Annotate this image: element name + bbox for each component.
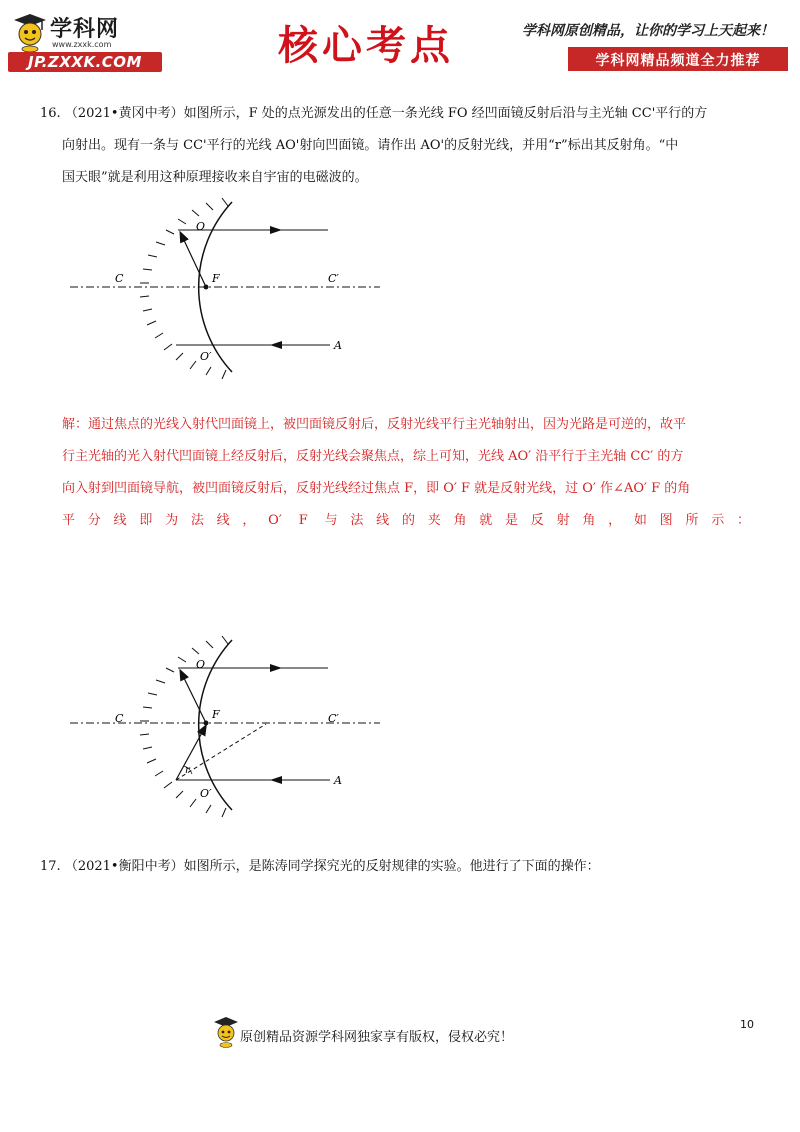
label-r: r bbox=[185, 765, 190, 776]
question-17-number: 17. bbox=[40, 859, 61, 874]
page-number: 10 bbox=[740, 1018, 754, 1031]
ray-arrow bbox=[270, 776, 282, 784]
question-16 bbox=[40, 98, 750, 194]
slogan: 学科网原创精品，让你的学习上天起来！ bbox=[522, 23, 774, 39]
logo-sub: www.zxxk.com bbox=[52, 40, 112, 49]
label-A: A bbox=[334, 339, 342, 352]
focus-point bbox=[204, 285, 209, 290]
footer-copyright: 原创精品资源学科网独家享有版权，侵权必究！ bbox=[240, 1030, 514, 1045]
label-F: F bbox=[212, 708, 220, 721]
logo-url: JP.ZXXK.COM bbox=[28, 53, 142, 71]
footer-mascot-icon bbox=[212, 1014, 240, 1048]
label-C: C bbox=[115, 712, 124, 725]
label-C-prime: C′ bbox=[328, 272, 339, 285]
concave-mirror-figure-question bbox=[0, 190, 400, 390]
solution-line-4: 平分线即为法线，O′ F 与法线的夹角就是反射角，如图所示： bbox=[62, 513, 750, 528]
question-16-line-1 bbox=[40, 98, 750, 130]
concave-mirror-figure-answer bbox=[0, 630, 400, 830]
label-F: F bbox=[212, 272, 220, 285]
label-O: O bbox=[196, 658, 206, 671]
solution bbox=[62, 409, 750, 537]
label-O-prime: O′ bbox=[200, 787, 212, 800]
question-17-line-1 bbox=[40, 851, 750, 883]
label-C: C bbox=[115, 272, 124, 285]
question-16-line-2: 向射出。现有一条与 CC'平行的光线 AO'射向凹面镜。请作出 AO'的反射光线，并用“r”标出其反射角。“中 bbox=[62, 138, 679, 153]
solution-line-2: 行主光轴的光入射代凹面镜上经反射后，反射光线会聚焦点，综上可知，光线 AO′ 沿平行于主光轴 CC′ 的方 bbox=[62, 449, 684, 464]
solution-line-3: 向入射到凹面镜导航，被凹面镜反射后，反射光线经过焦点 F，即 O′ F 就是反射光线，过 O′ 作∠AO′ F 的角 bbox=[62, 481, 691, 496]
ray-FO bbox=[182, 674, 206, 723]
ray-arrow bbox=[270, 341, 282, 349]
label-O: O bbox=[196, 220, 206, 233]
question-16-line-3: 国天眼”就是利用这种原理接收来自宇宙的电磁波的。 bbox=[62, 170, 368, 185]
ray-arrow bbox=[270, 664, 282, 672]
logo-name: 学科网 bbox=[50, 17, 120, 42]
focus-point bbox=[204, 721, 209, 726]
brand-logo bbox=[8, 10, 173, 74]
tagline: 学科网精品频道全力推荐 bbox=[595, 53, 761, 69]
question-17-text: （2021•衡阳中考）如图所示，是陈涛同学探究光的反射规律的实验。他进行了下面的操作： bbox=[64, 859, 600, 874]
solution-line-1: 解：通过焦点的光线入射代凹面镜上，被凹面镜反射后，反射光线平行主光轴射出，因为光路是可逆的，故平 bbox=[62, 417, 687, 432]
mascot-icon bbox=[8, 10, 48, 52]
question-16-text-1: （2021•黄冈中考）如图所示，F 处的点光源发出的任意一条光线 FO 经凹面镜反射后沿与主光轴 CC'平行的方 bbox=[64, 106, 708, 121]
reflected-ray-O-prime-F bbox=[176, 729, 204, 780]
label-O-prime: O′ bbox=[200, 350, 212, 363]
ray-arrow bbox=[270, 226, 282, 234]
label-A: A bbox=[334, 774, 342, 787]
page-title: 核心考点 bbox=[278, 22, 454, 69]
question-17 bbox=[40, 851, 750, 883]
question-16-number: 16. bbox=[40, 106, 61, 121]
ray-FO bbox=[182, 236, 206, 287]
label-C-prime: C′ bbox=[328, 712, 339, 725]
